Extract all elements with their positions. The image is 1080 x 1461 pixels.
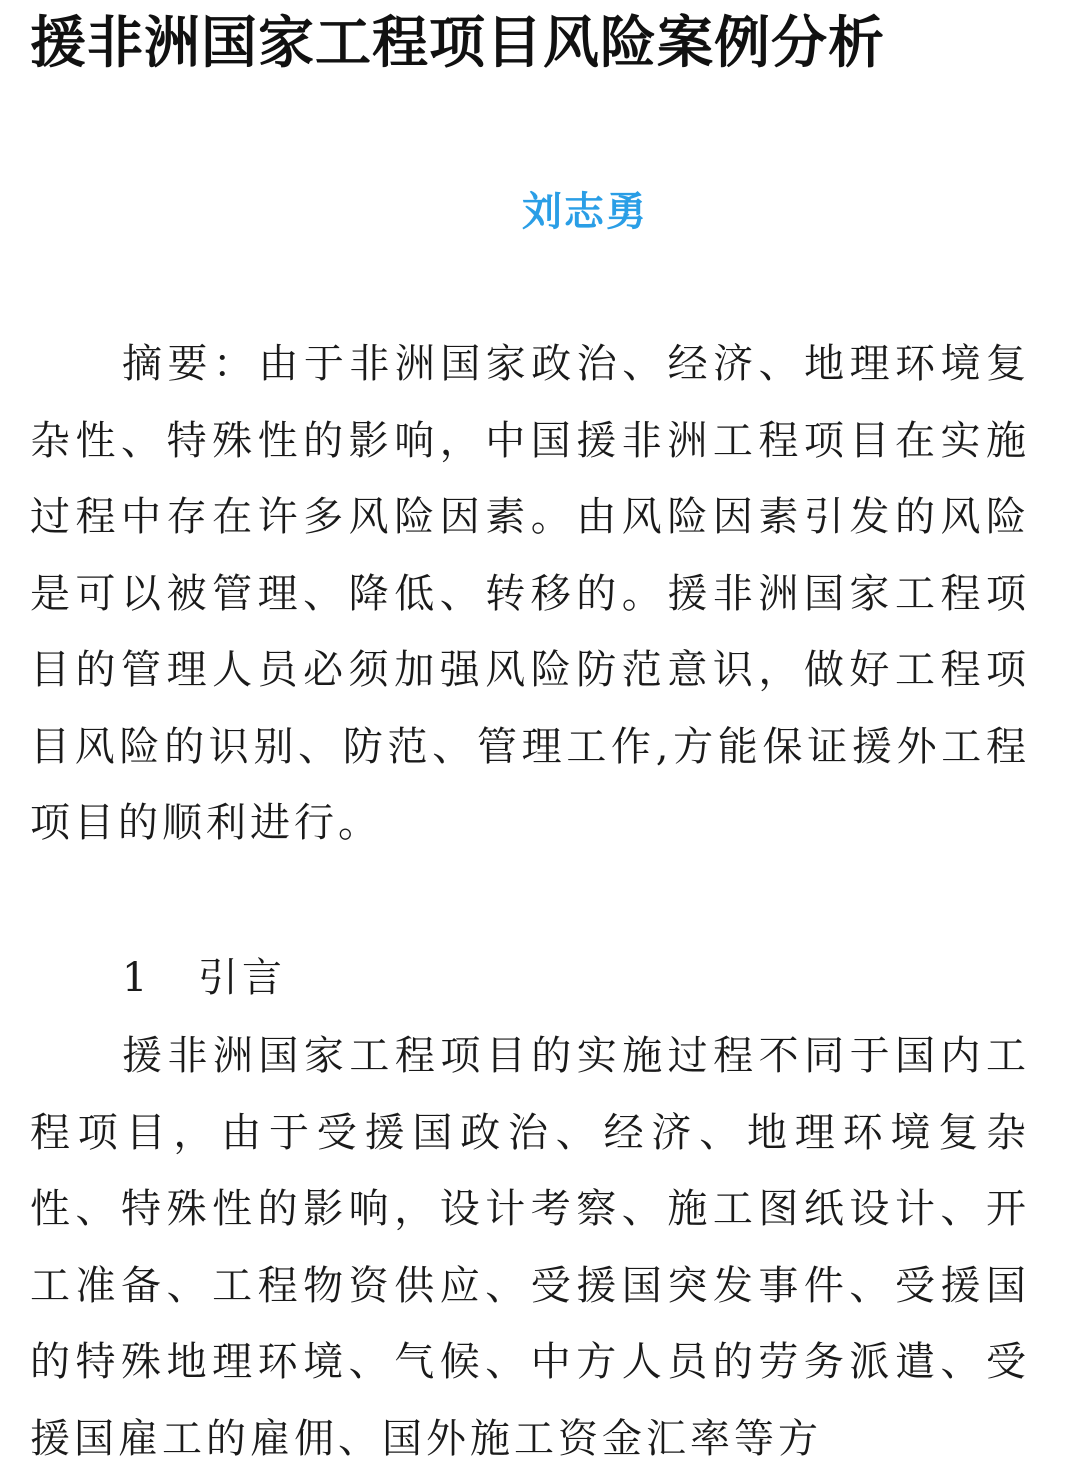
introduction-paragraph: 援非洲国家工程项目的实施过程不同于国内工程项目，由于受援国政治、经济、地理环境复杂性、特殊性的影响，设计考察、施工图纸设计、开工准备、工程物资供应、受援国突发事件、受援国的特殊地理环境、气候、中方人员的劳务派遣、受援国雇工的雇佣、国外施工资金汇率等方 <box>30 1033 1030 1461</box>
article-author: 刘志勇 <box>522 189 648 235</box>
section-number: 1 <box>122 955 152 1001</box>
article-title: 援非洲国家工程项目风险案例分析 <box>30 11 885 76</box>
section-title: 引言 <box>198 955 286 1001</box>
abstract-paragraph: 摘要：由于非洲国家政治、经济、地理环境复杂性、特殊性的影响，中国援非洲工程项目在实施过程中存在许多风险因素。由风险因素引发的风险是可以被管理、降低、转移的。援非洲国家工程项目的管理人员必须加强风险防范意识，做好工程项目风险的识别、防范、管理工作,方能保证援外工程项目的顺利进行。 <box>30 341 1030 846</box>
section-heading-introduction <box>122 940 286 1016</box>
